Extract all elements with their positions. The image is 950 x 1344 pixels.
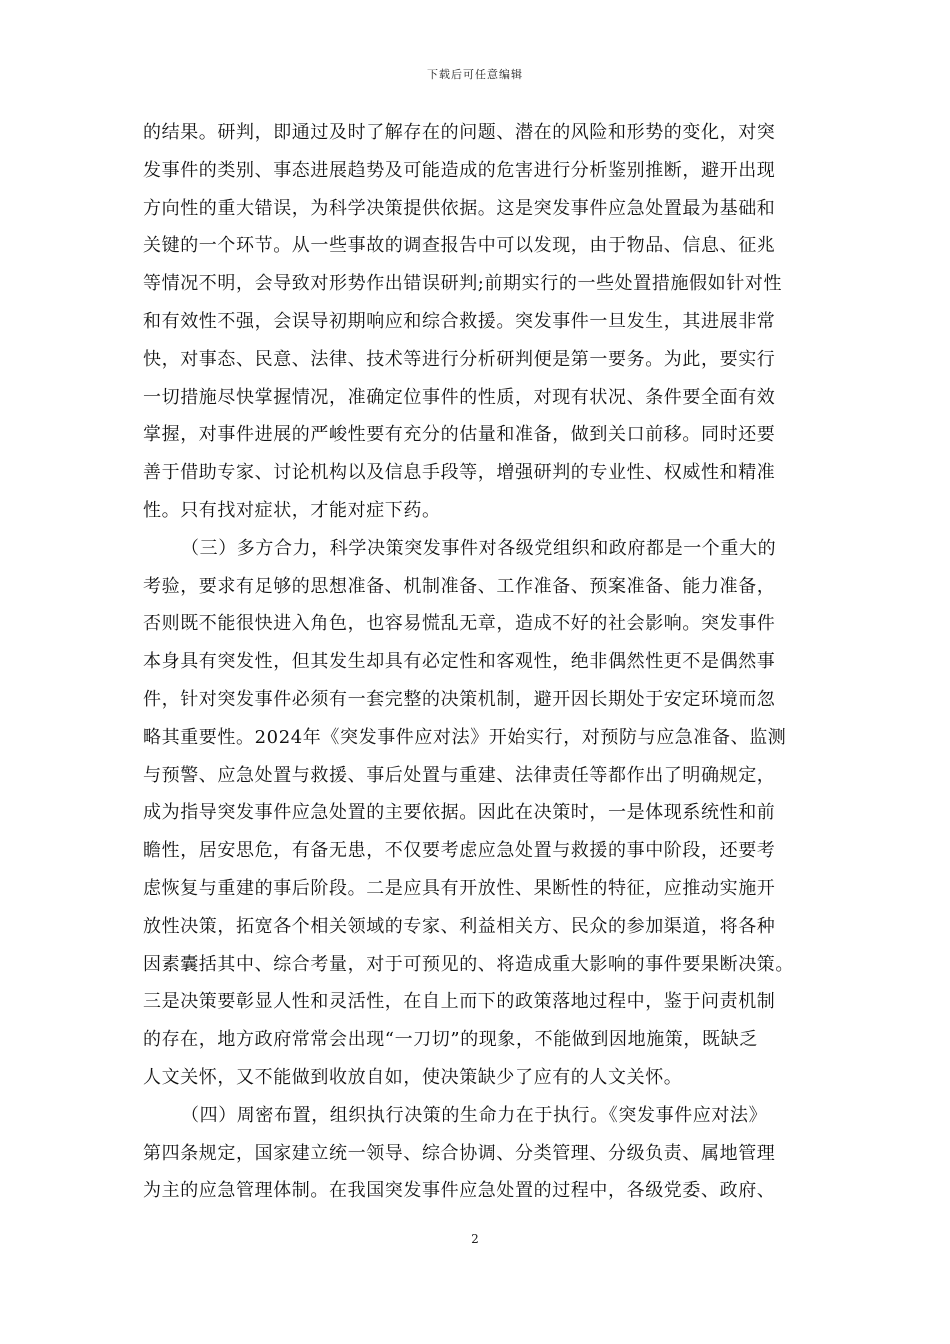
text-line: 虑恢复与重建的事后阶段。二是应具有开放性、果断性的特征，应推动实施开: [143, 877, 776, 899]
text-line: 的存在，地方政府常常会出现“一刀切”的现象，不能做到因地施策，既缺乏: [143, 1029, 758, 1051]
text-line: 本身具有突发性，但其发生却具有必定性和客观性，绝非偶然性更不是偶然事: [143, 651, 776, 673]
text-line: 和有效性不强，会误导初期响应和综合救援。突发事件一旦发生，其进展非常: [143, 310, 776, 332]
text-line: 快，对事态、民意、法律、技术等进行分析研判便是第一要务。为此，要实行: [143, 348, 776, 370]
text-line: 件，针对突发事件必须有一套完整的决策机制，避开因长期处于安定环境而忽: [143, 688, 776, 710]
text-line: 第四条规定，国家建立统一领导、综合协调、分类管理、分级负责、属地管理: [143, 1142, 776, 1164]
text-line: 的结果。研判，即通过及时了解存在的问题、潜在的风险和形势的变化，对突: [143, 122, 776, 143]
text-line: 方向性的重大错误，为科学决策提供依据。这是突发事件应急处置最为基础和: [143, 197, 776, 219]
section-heading-4: （四）周密布置，组织执行决策的生命力在于执行。《突发事件应对法》: [181, 1104, 768, 1126]
page-header: 下载后可任意编辑: [427, 68, 523, 81]
text-line: 发事件的类别、事态进展趋势及可能造成的危害进行分析鉴别推断，避开出现: [143, 159, 776, 181]
text-line: 瞻性，居安思危，有备无患，不仅要考虑应急处置与救援的事中阶段，还要考: [143, 840, 776, 862]
text-line: 略其重要性。2024年《突发事件应对法》开始实行，对预防与应急准备、监测: [143, 726, 787, 748]
text-line: 等情况不明，会导致对形势作出错误研判;前期实行的一些处置措施假如针对性: [143, 273, 783, 295]
text-line: 放性决策，拓宽各个相关领域的专家、利益相关方、民众的参加渠道，将各种: [143, 915, 776, 937]
text-line: 三是决策要彰显人性和灵活性，在自上而下的政策落地过程中，鉴于问责机制: [143, 991, 776, 1013]
text-line: 掌握，对事件进展的严峻性要有充分的估量和准备，做到关口前移。同时还要: [143, 424, 776, 446]
text-line: 成为指导突发事件应急处置的主要依据。因此在决策时，一是体现系统性和前: [143, 802, 776, 824]
text-line: 性。只有找对症状，才能对症下药。: [143, 499, 441, 521]
text-line: 与预警、应急处置与救援、事后处置与重建、法律责任等都作出了明确规定，: [143, 764, 776, 786]
text-line: 考验，要求有足够的思想准备、机制准备、工作准备、预案准备、能力准备，: [143, 575, 776, 597]
document-body: [143, 114, 823, 1210]
text-line: 为主的应急管理体制。在我国突发事件应急处置的过程中，各级党委、政府、: [143, 1180, 776, 1202]
section-heading-3: （三）多方合力，科学决策突发事件对各级党组织和政府都是一个重大的: [181, 537, 777, 559]
text-line: 否则既不能很快进入角色，也容易慌乱无章，造成不好的社会影响。突发事件: [143, 613, 776, 635]
text-line: 人文关怀，又不能做到收放自如，使决策缺少了应有的人文关怀。: [143, 1066, 683, 1088]
text-line: 一切措施尽快掌握情况，准确定位事件的性质，对现有状况、条件要全面有效: [143, 386, 776, 408]
text-line: 善于借助专家、讨论机构以及信息手段等，增强研判的专业性、权威性和精准: [143, 462, 776, 484]
text-line: 关键的一个环节。从一些事故的调查报告中可以发现，由于物品、信息、征兆: [143, 235, 776, 257]
text-line: 因素囊括其中、综合考量，对于可预见的、将造成重大影响的事件要果断决策。: [143, 953, 794, 975]
page-number: 2: [471, 1232, 479, 1246]
